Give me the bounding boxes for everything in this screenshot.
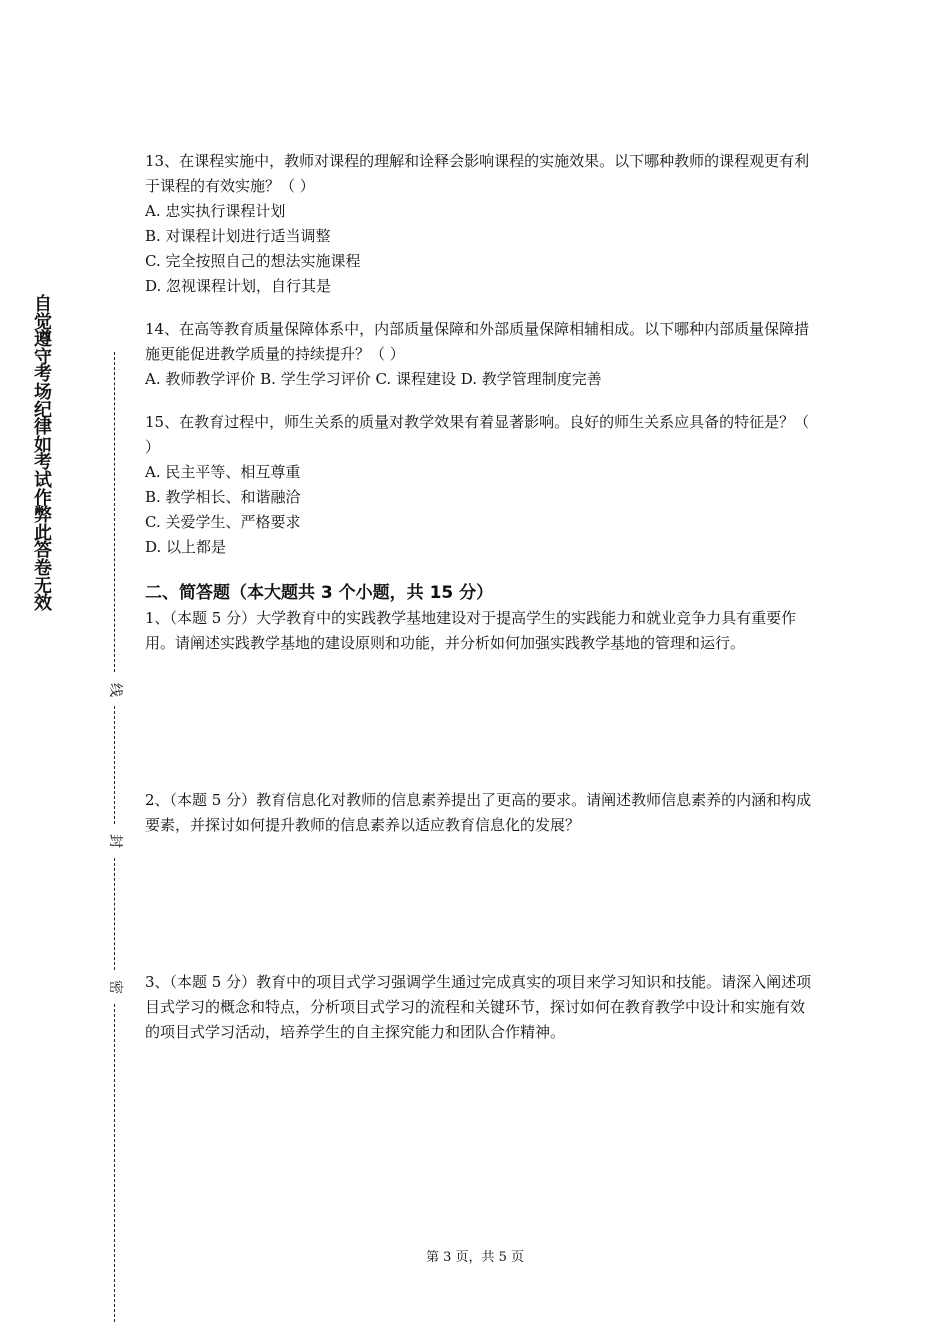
answer-space[interactable] — [145, 656, 815, 788]
option-c: C. 关爱学生、严格要求 — [145, 513, 301, 531]
answer-space[interactable] — [145, 838, 815, 970]
short-answer-1: 1、（本题 5 分）大学教育中的实践教学基地建设对于提高学生的实践能力和就业竞争力具有重要作用。请阐述实践教学基地的建设原则和功能，并分析如何加强实践教学基地的管理和运行。 — [145, 609, 797, 652]
question-14 — [145, 317, 815, 392]
seal-dashed-line-top — [114, 352, 115, 672]
option-c: C. 完全按照自己的想法实施课程 — [145, 252, 361, 270]
question-stem: 15、在教育过程中，师生关系的质量对教学效果有着显著影响。良好的师生关系应具备的特征是？（ ） — [145, 413, 810, 456]
section-two-title: 二、简答题（本大题共 3 个小题，共 15 分） — [145, 583, 494, 603]
option-a: A. 忠实执行课程计划 — [145, 202, 286, 220]
short-answer-3: 3、（本题 5 分）教育中的项目式学习强调学生通过完成真实的项目来学习知识和技能。请深入阐述项目式学习的概念和特点，分析项目式学习的流程和关键环节，探讨如何在教育教学中设计和实施有效的项目式学习活动，培养学生的自主探究能力和团队合作精神。 — [145, 973, 812, 1041]
page-number: 第 3 页，共 5 页 — [425, 1250, 525, 1265]
seal-dashed-line-mid — [114, 706, 115, 824]
option-d: D. 忽视课程计划，自行其是 — [145, 277, 332, 295]
exam-content — [145, 149, 815, 1045]
question-15 — [145, 410, 815, 560]
exam-discipline-warning: 自觉遵守考场纪律如考试作弊此答卷无效 — [34, 294, 52, 615]
seal-label-secret: 密 — [107, 980, 123, 994]
option-b: B. 教学相长、和谐融洽 — [145, 488, 301, 506]
option-b: B. 对课程计划进行适当调整 — [145, 227, 331, 245]
short-answer-2: 2、（本题 5 分）教育信息化对教师的信息素养提出了更高的要求。请阐述教师信息素养的内涵和构成要素，并探讨如何提升教师的信息素养以适应教育信息化的发展？ — [145, 791, 812, 834]
question-stem: 13、在课程实施中，教师对课程的理解和诠释会影响课程的实施效果。以下哪种教师的课程观更有利于课程的有效实施？（ ） — [145, 152, 810, 195]
option-a: A. 民主平等、相互尊重 — [145, 463, 301, 481]
seal-label-seal: 封 — [107, 834, 123, 848]
seal-dashed-line-lower — [114, 858, 115, 970]
seal-label-line: 线 — [107, 683, 123, 697]
question-13 — [145, 149, 815, 299]
question-stem: 14、在高等教育质量保障体系中，内部质量保障和外部质量保障相辅相成。以下哪种内部质量保障措施更能促进教学质量的持续提升？（ ） — [145, 320, 810, 363]
option-d: D. 以上都是 — [145, 538, 227, 556]
seal-dashed-line-bottom — [114, 1004, 115, 1322]
options-inline: A. 教师教学评价 B. 学生学习评价 C. 课程建设 D. 教学管理制度完善 — [145, 370, 602, 388]
